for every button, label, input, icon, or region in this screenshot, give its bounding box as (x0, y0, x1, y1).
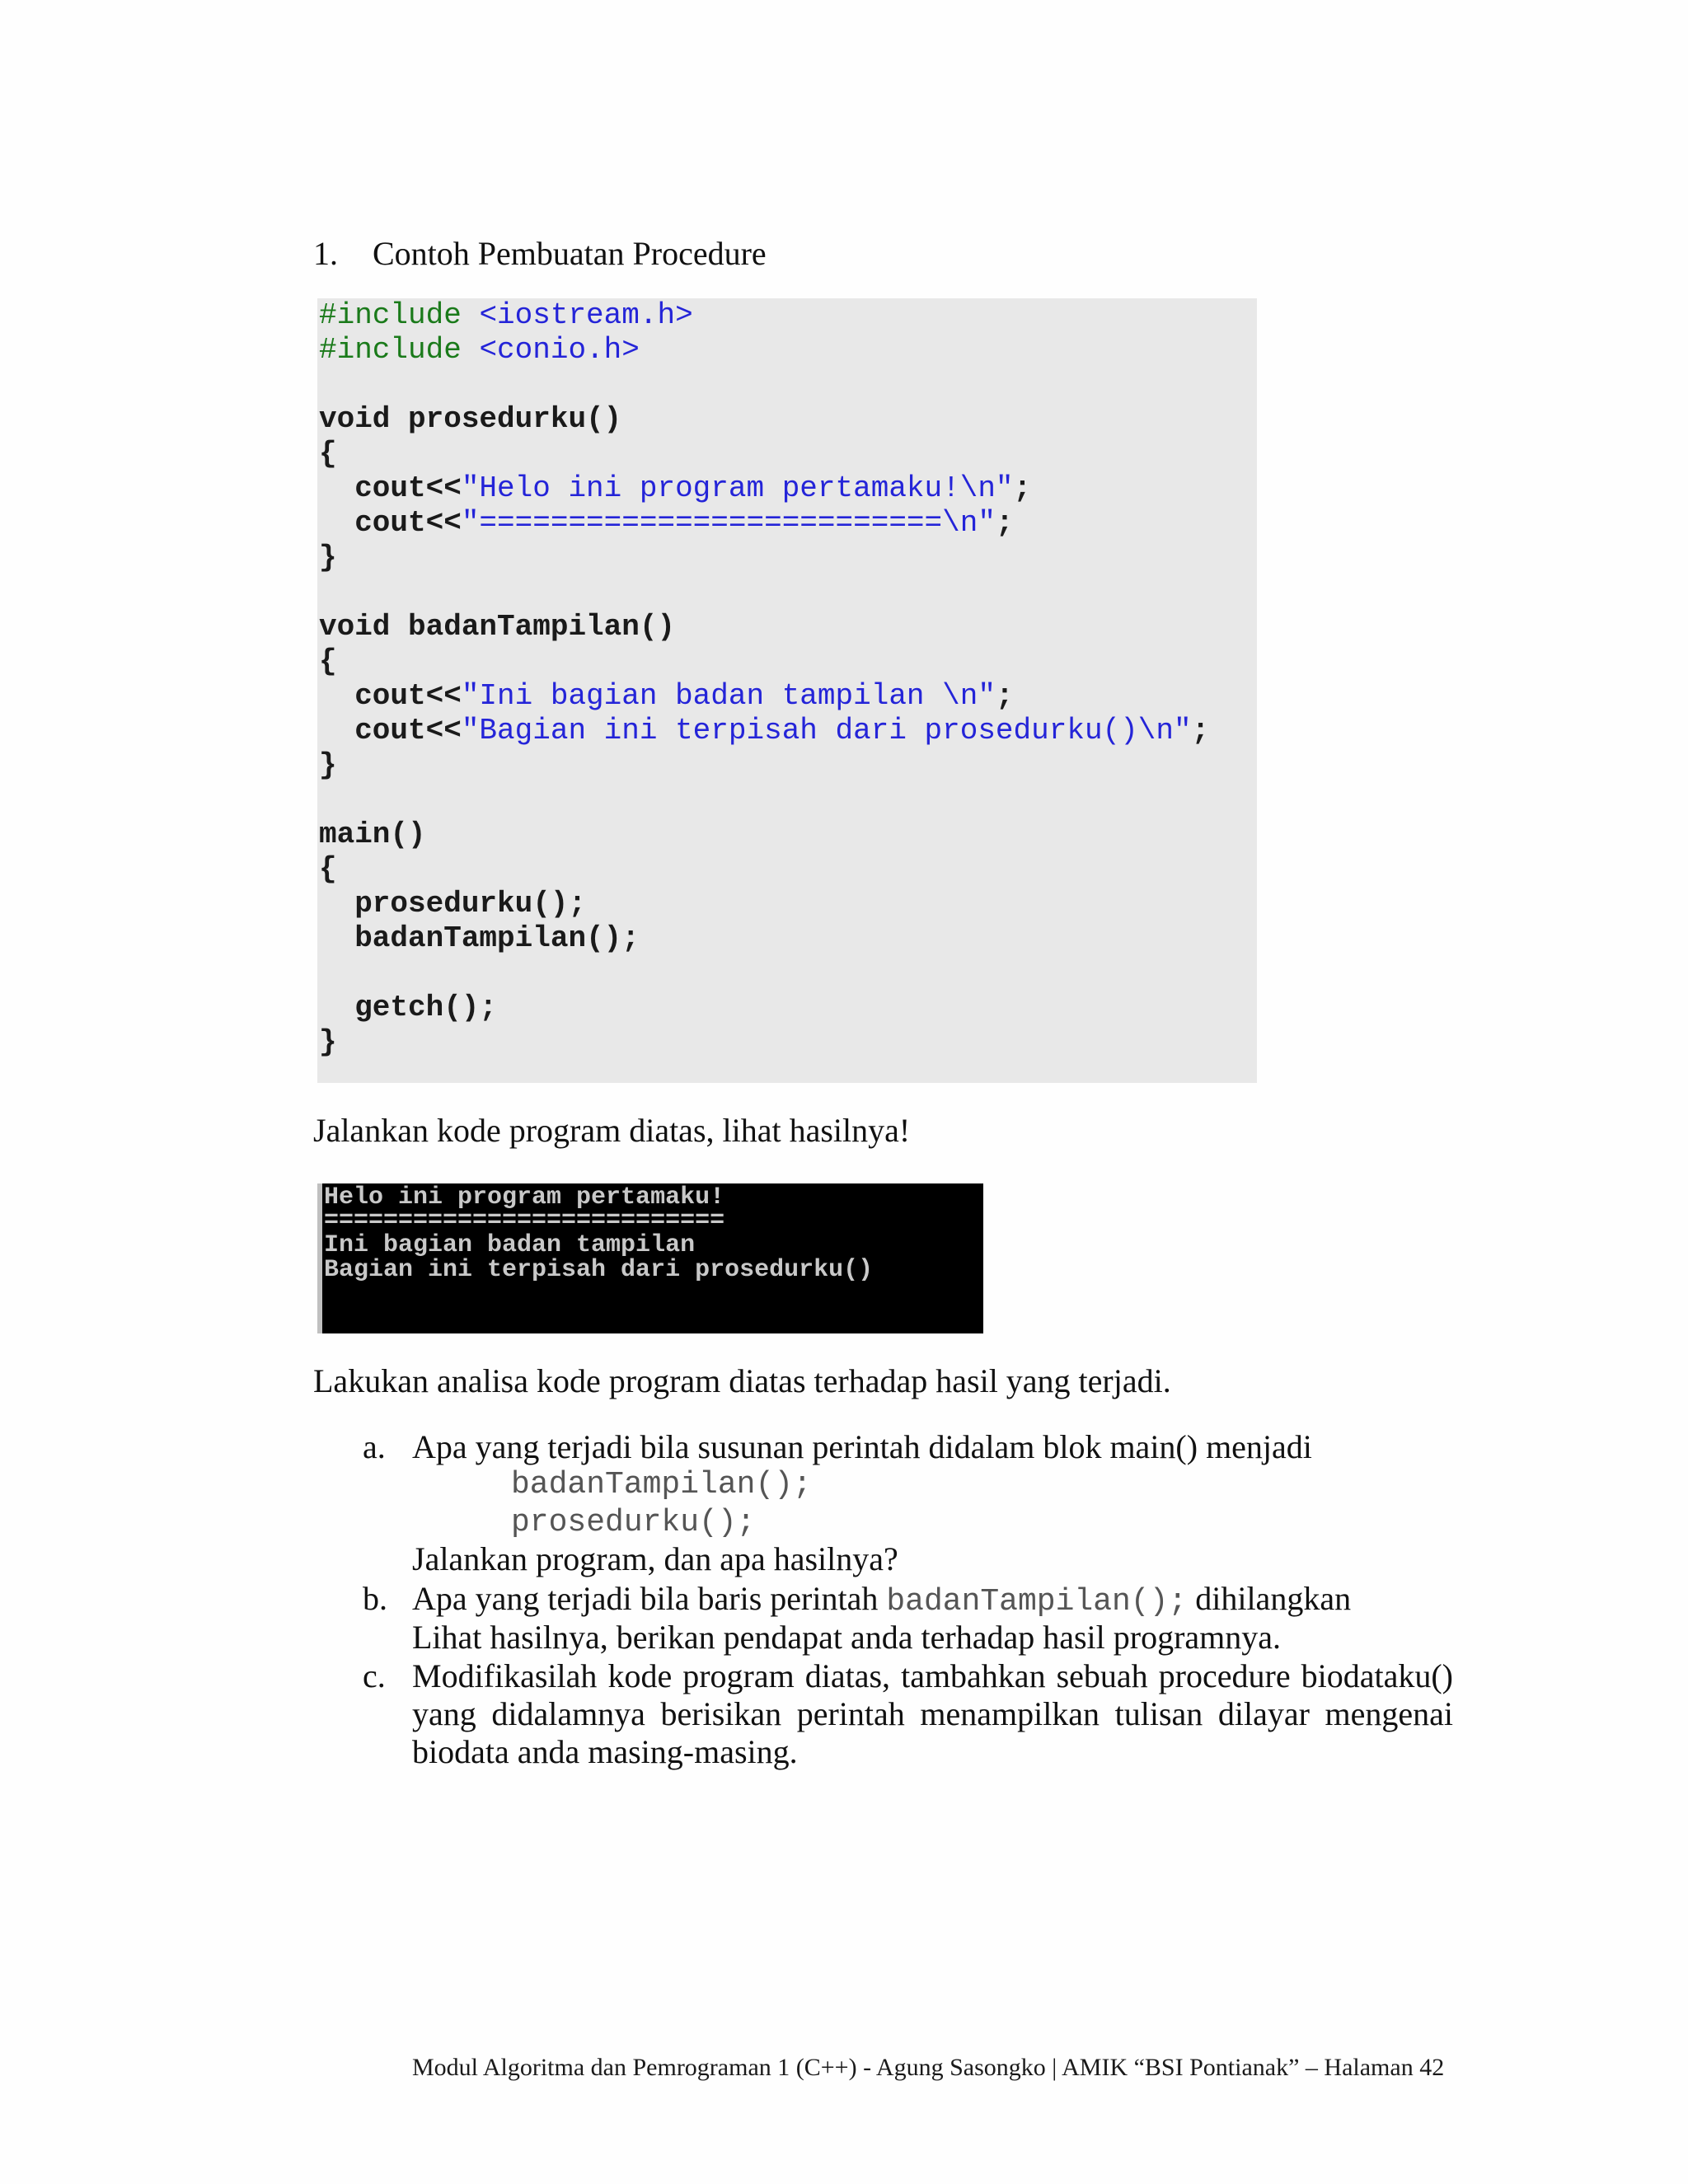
question-b-followup: Lihat hasilnya, berikan pendapat anda terhadap hasil programnya. (412, 1619, 1282, 1656)
list-marker-b: b. (363, 1580, 387, 1617)
question-a-code-line: badanTampilan(); (511, 1467, 812, 1502)
list-marker-c: c. (363, 1657, 386, 1694)
question-c-line: biodata anda masing-masing. (412, 1733, 798, 1770)
console-line: =========================== (324, 1207, 725, 1235)
code-line-badantampilan-signature: void badanTampilan() (319, 610, 676, 644)
code-line-include-iostream: #include <iostream.h> (319, 298, 693, 332)
instruction-analyze: Lakukan analisa kode program diatas terhadap hasil yang terjadi. (313, 1362, 1171, 1399)
code-line-call-prosedurku: prosedurku(); (319, 887, 587, 921)
code-line-call-getch: getch(); (319, 991, 498, 1024)
section-title: Contoh Pembuatan Procedure (373, 235, 767, 272)
code-line-close-brace: } (319, 541, 337, 574)
instruction-run: Jalankan kode program diatas, lihat hasilnya! (313, 1112, 911, 1149)
console-line: Bagian ini terpisah dari prosedurku() (324, 1256, 874, 1284)
question-c-line: Modifikasilah kode program diatas, tambahkan sebuah procedure biodataku() (412, 1657, 1453, 1694)
question-a-code-line: prosedurku(); (511, 1505, 756, 1540)
code-line-close-brace: } (319, 1025, 337, 1059)
question-c-line: yang didalamnya berisikan perintah menampilkan tulisan dilayar mengenai (412, 1695, 1453, 1732)
code-line-cout-ini-bagian: cout<<"Ini bagian badan tampilan \n"; (319, 679, 1014, 713)
question-a-followup: Jalankan program, dan apa hasilnya? (412, 1540, 898, 1577)
question-a-text: Apa yang terjadi bila susunan perintah didalam blok main() menjadi (412, 1428, 1312, 1465)
code-line-main-signature: main() (319, 818, 426, 851)
code-line-call-badantampilan: badanTampilan(); (319, 921, 640, 955)
code-listing (317, 298, 1257, 1083)
console-line: Ini bagian badan tampilan (324, 1231, 696, 1259)
code-line-cout-bagian-ini: cout<<"Bagian ini terpisah dari prosedurku()\n"; (319, 714, 1210, 748)
code-line-open-brace: { (319, 437, 337, 471)
console-line: Helo ini program pertamaku! (324, 1183, 725, 1212)
code-line-cout-separator: cout<<"==========================\n"; (319, 506, 1014, 540)
section-number: 1. (313, 235, 338, 272)
code-line-prosedurku-signature: void prosedurku() (319, 402, 622, 436)
section-heading (313, 232, 767, 275)
page-footer: Modul Algoritma dan Pemrograman 1 (C++) - Agung Sasongko | AMIK “BSI Pontianak” – Halaman 42 (412, 2054, 1445, 2081)
console-output (317, 1183, 983, 1333)
code-line-close-brace: } (319, 748, 337, 782)
code-line-open-brace: { (319, 644, 337, 678)
code-line-include-conio: #include <conio.h> (319, 333, 640, 367)
list-marker-a: a. (363, 1428, 386, 1465)
code-line-open-brace: { (319, 852, 337, 886)
code-line-cout-helo: cout<<"Helo ini program pertamaku!\n"; (319, 471, 1032, 505)
question-b-code: badanTampilan(); (886, 1584, 1188, 1619)
question-b-text: Apa yang terjadi bila baris perintah badanTampilan(); dihilangkan (412, 1580, 1352, 1619)
